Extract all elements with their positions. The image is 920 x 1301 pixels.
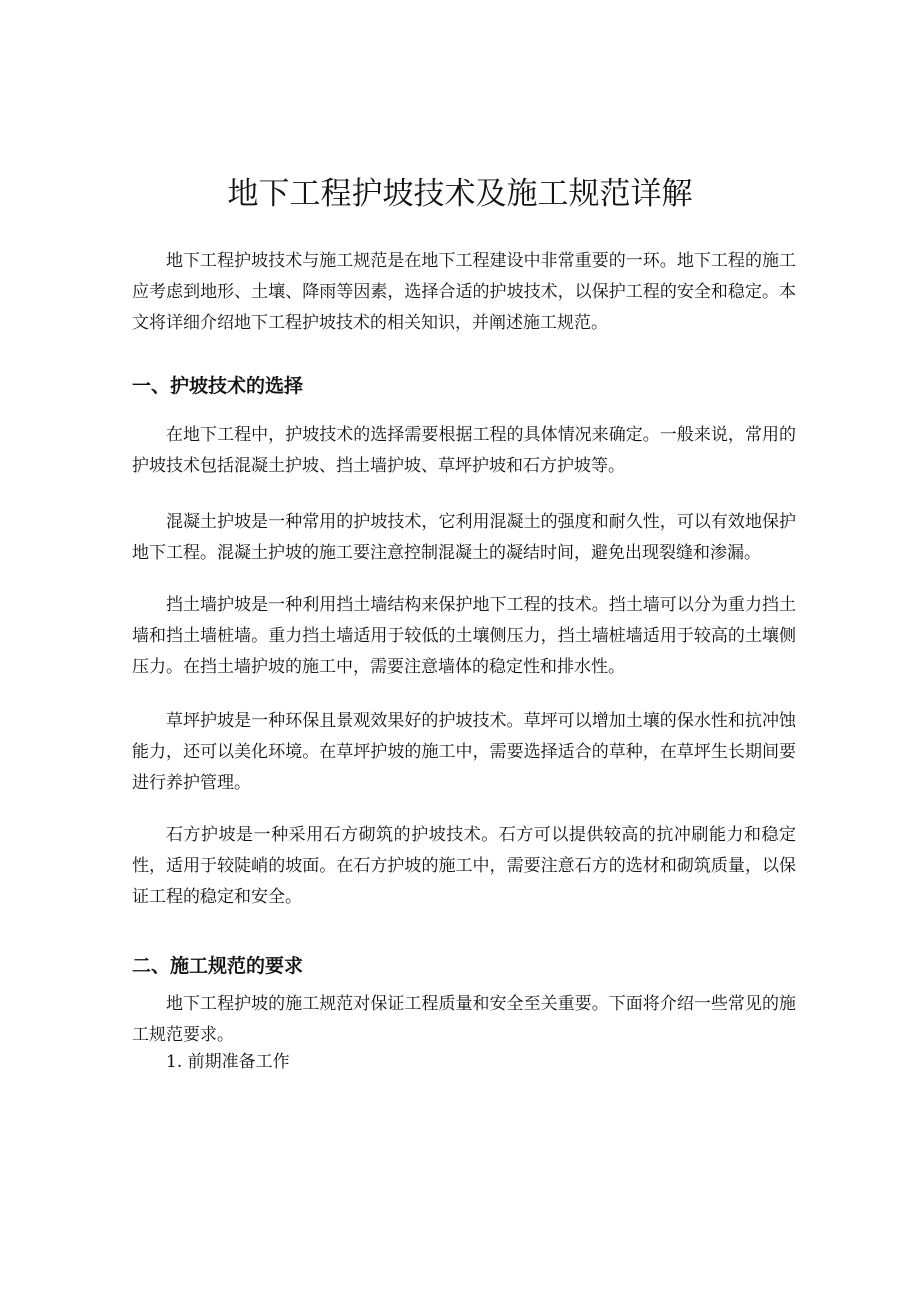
section-2-heading: 二、施工规范的要求 [132, 955, 304, 977]
section-1-paragraph: 在地下工程中，护坡技术的选择需要根据工程的具体情况来确定。一般来说，常用的护坡技术包括混凝土护坡、挡土墙护坡、草坪护坡和石方护坡等。 [132, 425, 796, 476]
section-1-paragraph: 挡土墙护坡是一种利用挡土墙结构来保护地下工程的技术。挡土墙可以分为重力挡土墙和挡土墙桩墙。重力挡土墙适用于较低的土壤侧压力，挡土墙桩墙适用于较高的土壤侧压力。在挡土墙护坡的施工中，需要注意墙体的稳定性和排水性。 [132, 595, 796, 677]
section-2-paragraph: 地下工程护坡的施工规范对保证工程质量和安全至关重要。下面将介绍一些常见的施工规范要求。 [132, 994, 796, 1045]
section-1-paragraph: 草坪护坡是一种环保且景观效果好的护坡技术。草坪可以增加土壤的保水性和抗冲蚀能力，还可以美化环境。在草坪护坡的施工中，需要选择适合的草种，在草坪生长期间要进行养护管理。 [132, 711, 796, 793]
document-title: 地下工程护坡技术及施工规范详解 [227, 176, 693, 212]
list-item: 1. 前期准备工作 [166, 1052, 290, 1072]
intro-paragraph: 地下工程护坡技术与施工规范是在地下工程建设中非常重要的一环。地下工程的施工应考虑到地形、土壤、降雨等因素，选择合适的护坡技术，以保护工程的安全和稳定。本文将详细介绍地下工程护坡技术的相关知识，并阐述施工规范。 [132, 251, 796, 333]
section-1-heading: 一、护坡技术的选择 [132, 375, 304, 397]
section-1-paragraph: 混凝土护坡是一种常用的护坡技术，它利用混凝土的强度和耐久性，可以有效地保护地下工程。混凝土护坡的施工要注意控制混凝土的凝结时间，避免出现裂缝和渗漏。 [132, 512, 796, 563]
section-1-paragraph: 石方护坡是一种采用石方砌筑的护坡技术。石方可以提供较高的抗冲刷能力和稳定性，适用于较陡峭的坡面。在石方护坡的施工中，需要注意石方的选材和砌筑质量，以保证工程的稳定和安全。 [132, 825, 796, 907]
